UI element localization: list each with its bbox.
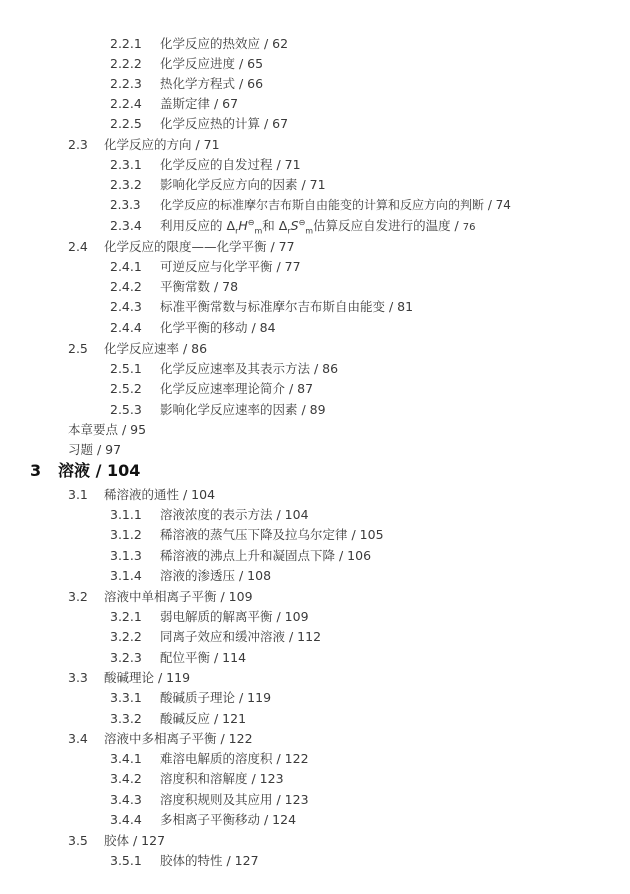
toc-entry-number: 3.3.1 [110, 690, 142, 705]
toc-entry-2-4-1[interactable] [110, 259, 301, 275]
toc-entry-number: 3.1.4 [110, 568, 142, 583]
toc-entry-title: 稀溶液的蒸气压下降及拉乌尔定律 / 105 [160, 527, 384, 542]
toc-entry-title: 可逆反应与化学平衡 / 77 [160, 259, 301, 274]
toc-entry-title: 影响化学反应速率的因素 / 89 [160, 402, 326, 417]
toc-entry-number: 2.3.3 [110, 198, 141, 212]
toc-entry-3-4-4[interactable] [110, 812, 296, 828]
toc-section-2-3[interactable] [68, 137, 220, 153]
toc-section-number: 3.2 [68, 589, 88, 604]
toc-entry-title: 习题 / 97 [68, 442, 122, 457]
toc-entry-3-2-3[interactable] [110, 650, 246, 666]
toc-section-title: 化学反应的方向 / 71 [104, 137, 220, 152]
toc-entry-number: 2.2.5 [110, 116, 142, 131]
toc-entry-title-and: 和 [262, 218, 275, 233]
toc-entry-number: 2.4.2 [110, 279, 142, 294]
toc-entry-3-4-1[interactable] [110, 751, 309, 767]
toc-entry-number: 3.1.2 [110, 527, 142, 542]
toc-entry-3-3-2[interactable] [110, 711, 246, 727]
toc-entry-title: 稀溶液的沸点上升和凝固点下降 / 106 [160, 548, 372, 563]
toc-entry-2-3-4[interactable] [110, 218, 475, 236]
toc-entry-number: 3.5.1 [110, 853, 142, 868]
toc-section-number: 3.4 [68, 731, 88, 746]
toc-section-number: 2.5 [68, 341, 88, 356]
toc-section-title: 溶液中单相离子平衡 / 109 [104, 589, 253, 604]
toc-entry-2-3-1[interactable] [110, 157, 301, 173]
toc-entry-title: 溶液浓度的表示方法 / 104 [160, 507, 309, 522]
toc-entry-3-1-3[interactable] [110, 548, 371, 564]
toc-entry-title: 酸碱质子理论 / 119 [160, 690, 272, 705]
toc-entry-number: 3.4.2 [110, 771, 142, 786]
toc-entry-2-2-4[interactable] [110, 96, 238, 112]
toc-entry-number: 2.2.3 [110, 76, 142, 91]
toc-entry-number: 2.4.3 [110, 299, 142, 314]
toc-entry-page: 76 [462, 222, 476, 233]
toc-entry-2-2-3[interactable] [110, 76, 263, 92]
toc-section-3-5[interactable] [68, 833, 165, 849]
toc-entry-number: 2.2.1 [110, 36, 142, 51]
toc-entry-title: 平衡常数 / 78 [160, 279, 239, 294]
toc-section-title: 胶体 / 127 [104, 833, 166, 848]
toc-entry-number: 2.2.4 [110, 96, 142, 111]
toc-section-number: 3.5 [68, 833, 88, 848]
toc-entry-title: 本章要点 / 95 [68, 422, 147, 437]
toc-entry-title: 热化学方程式 / 66 [160, 76, 264, 91]
toc-entry-2-3-3[interactable] [110, 197, 511, 213]
toc-entry-3-2-2[interactable] [110, 629, 321, 645]
toc-section-title: 酸碱理论 / 119 [104, 670, 191, 685]
toc-entry-title: 溶度积和溶解度 / 123 [160, 771, 284, 786]
toc-entry-title: 化学反应的标准摩尔吉布斯自由能变的计算和反应方向的判断 / 74 [160, 198, 511, 212]
toc-entry-title: 化学平衡的移动 / 84 [160, 320, 276, 335]
toc-section-title: 化学反应速率 / 86 [104, 341, 208, 356]
toc-entry-2-4-4[interactable] [110, 320, 276, 336]
toc-chapter-title: 溶液 / 104 [58, 461, 141, 480]
toc-entry-3-1-1[interactable] [110, 507, 309, 523]
toc-entry-2-2-1[interactable] [110, 36, 288, 52]
toc-section-3-3[interactable] [68, 670, 190, 686]
toc-entry-title: 盖斯定律 / 67 [160, 96, 239, 111]
toc-chapter-key-points[interactable] [68, 422, 146, 438]
toc-section-title: 稀溶液的通性 / 104 [104, 487, 216, 502]
toc-section-2-4[interactable] [68, 239, 295, 255]
toc-entry-3-5-1[interactable] [110, 853, 259, 869]
toc-entry-2-4-2[interactable] [110, 279, 238, 295]
toc-entry-title: 化学反应速率及其表示方法 / 86 [160, 361, 339, 376]
toc-entry-3-1-2[interactable] [110, 527, 384, 543]
toc-entry-number: 3.1.3 [110, 548, 142, 563]
toc-entry-2-2-2[interactable] [110, 56, 263, 72]
toc-entry-2-2-5[interactable] [110, 116, 288, 132]
toc-section-3-1[interactable] [68, 487, 215, 503]
toc-entry-number: 2.3.1 [110, 157, 142, 172]
toc-entry-3-3-1[interactable] [110, 690, 271, 706]
toc-entry-2-5-2[interactable] [110, 381, 313, 397]
toc-entry-title: 化学反应进度 / 65 [160, 56, 264, 71]
toc-entry-title: 化学反应速率理论简介 / 87 [160, 381, 314, 396]
toc-entry-2-4-3[interactable] [110, 299, 413, 315]
toc-entry-title: 配位平衡 / 114 [160, 650, 247, 665]
toc-entry-2-3-2[interactable] [110, 177, 326, 193]
toc-entry-number: 3.1.1 [110, 507, 142, 522]
toc-entry-title: 化学反应热的计算 / 67 [160, 116, 289, 131]
toc-entry-3-2-1[interactable] [110, 609, 309, 625]
toc-entry-title: 溶度积规则及其应用 / 123 [160, 792, 309, 807]
toc-entry-3-4-2[interactable] [110, 771, 284, 787]
toc-entry-number: 2.4.1 [110, 259, 142, 274]
toc-section-title: 溶液中多相离子平衡 / 122 [104, 731, 253, 746]
toc-section-3-4[interactable] [68, 731, 253, 747]
toc-entry-title: 多相离子平衡移动 / 124 [160, 812, 297, 827]
toc-section-3-2[interactable] [68, 589, 253, 605]
toc-entry-title: 弱电解质的解离平衡 / 109 [160, 609, 309, 624]
toc-section-number: 3.1 [68, 487, 88, 502]
toc-entry-number: 3.2.2 [110, 629, 142, 644]
toc-entry-3-1-4[interactable] [110, 568, 271, 584]
toc-chapter-3[interactable] [30, 461, 140, 481]
toc-entry-title: 标准平衡常数与标准摩尔吉布斯自由能变 / 81 [160, 299, 414, 314]
toc-entry-title-end: 估算反应自发进行的温度 / [313, 218, 463, 233]
toc-chapter-number: 3 [30, 461, 42, 480]
toc-entry-2-5-1[interactable] [110, 361, 338, 377]
toc-entry-title: 同离子效应和缓冲溶液 / 112 [160, 629, 322, 644]
delta-h-symbol: $\Delta_rH^⊖_m$ [226, 217, 263, 236]
toc-chapter-exercises[interactable] [68, 442, 121, 458]
toc-entry-title: 溶液的渗透压 / 108 [160, 568, 272, 583]
toc-entry-number: 2.5.3 [110, 402, 142, 417]
toc-entry-title: 化学反应的热效应 / 62 [160, 36, 289, 51]
toc-entry-number: 3.2.3 [110, 650, 142, 665]
toc-entry-title: 酸碱反应 / 121 [160, 711, 247, 726]
toc-entry-title: 影响化学反应方向的因素 / 71 [160, 177, 326, 192]
toc-section-number: 2.3 [68, 137, 88, 152]
toc-entry-title: 化学反应的自发过程 / 71 [160, 157, 301, 172]
toc-entry-number: 2.3.4 [110, 218, 142, 233]
toc-entry-title-start: 利用反应的 [160, 218, 223, 233]
toc-entry-2-5-3[interactable] [110, 402, 326, 418]
toc-entry-number: 2.4.4 [110, 320, 142, 335]
toc-section-number: 2.4 [68, 239, 88, 254]
toc-entry-title: 难溶电解质的溶度积 / 122 [160, 751, 309, 766]
toc-entry-number: 2.3.2 [110, 177, 142, 192]
toc-entry-title: 胶体的特性 / 127 [160, 853, 259, 868]
toc-section-2-5[interactable] [68, 341, 207, 357]
toc-section-title: 化学反应的限度——化学平衡 / 77 [104, 239, 295, 254]
toc-section-number: 3.3 [68, 670, 88, 685]
toc-entry-number: 2.5.1 [110, 361, 142, 376]
toc-entry-number: 3.4.1 [110, 751, 142, 766]
delta-s-symbol: $\Delta_rS^⊖_m$ [278, 217, 314, 236]
toc-entry-3-4-3[interactable] [110, 792, 309, 808]
toc-entry-number: 2.5.2 [110, 381, 142, 396]
toc-entry-number: 3.4.4 [110, 812, 142, 827]
toc-entry-number: 2.2.2 [110, 56, 142, 71]
toc-entry-number: 3.2.1 [110, 609, 142, 624]
toc-entry-number: 3.4.3 [110, 792, 142, 807]
toc-entry-number: 3.3.2 [110, 711, 142, 726]
